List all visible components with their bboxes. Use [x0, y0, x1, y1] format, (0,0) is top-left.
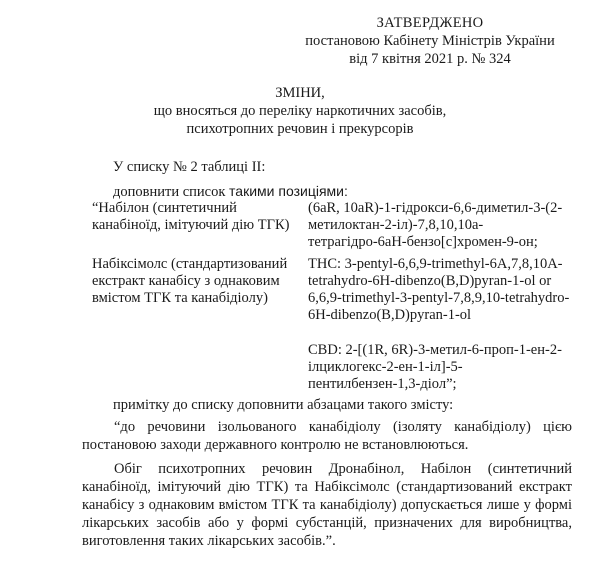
list-reference: У списку № 2 таблиці ІІ:	[113, 159, 266, 175]
document-title	[60, 84, 540, 138]
note-paragraph: Обіг психотропних речовин Дронабінол, Набілон (синтетичний канабіноїд, імітуючий дію ТГК) та Набіксімолс (стандартизований екстракт канабісу з однаковим вмістом ТГК та канабідіолу) допускається лише у формі лікарських засобів або у формі субстанцій, призначених для виробництва, виготовлення таких лікарських засобів.”.	[82, 461, 572, 549]
entry-name: “Набілон (синтетичний канабіноїд, імітуючий дію ТГК)	[92, 200, 290, 233]
note-instruction: примітку до списку доповнити абзацами такого змісту:	[113, 397, 454, 413]
entry-name: Набіксімолс (стандартизований екстракт канабісу з однаковим вмістом ТГК та канабідіолу)	[92, 256, 288, 306]
note-paragraph: “до речовини ізольованого канабідіолу (ізоляту канабідіолу) цією постановою заходи державного контролю не встановлюються.	[82, 419, 572, 453]
approval-line: постановою Кабінету Міністрів України	[305, 33, 555, 49]
add-instruction-suffix: такими позиціями:	[229, 183, 348, 199]
add-instruction-prefix: доповнити список	[113, 184, 226, 200]
approval-heading: ЗАТВЕРДЖЕНО	[376, 15, 484, 31]
add-instruction	[113, 182, 348, 201]
entry-chemical-name: THC: 3-pentyl-6,6,9-trimethyl-6A,7,8,10A-tetrahydro-6H-dibenzo(B,D)pyran-1-ol or 6,6,9-trimethyl-3-pentyl-7,8,9,10-tetrahydro-6H-dibenzo(B,D)pyran-1-ol	[308, 256, 570, 323]
title-heading: ЗМІНИ,	[275, 85, 325, 101]
approval-stamp	[280, 14, 580, 68]
title-line: психотропних речовин і прекурсорів	[186, 121, 414, 137]
approval-date: від 7 квітня 2021 р. № 324	[349, 51, 511, 67]
entry-chemical-name: (6aR, 10aR)-1-гідрокси-6,6-диметил-3-(2-метилоктан-2-іл)-7,8,10,10a-тетрагідро-6аН-бензо[c]хромен-9-он;	[308, 200, 563, 250]
entry-chemical-name: CBD: 2-[(1R, 6R)-3-метил-6-проп-1-ен-2-ілциклогекс-2-ен-1-іл]-5-пентилбензен-1,3-діол”;	[308, 342, 562, 392]
title-line: що вносяться до переліку наркотичних засобів,	[153, 103, 447, 119]
